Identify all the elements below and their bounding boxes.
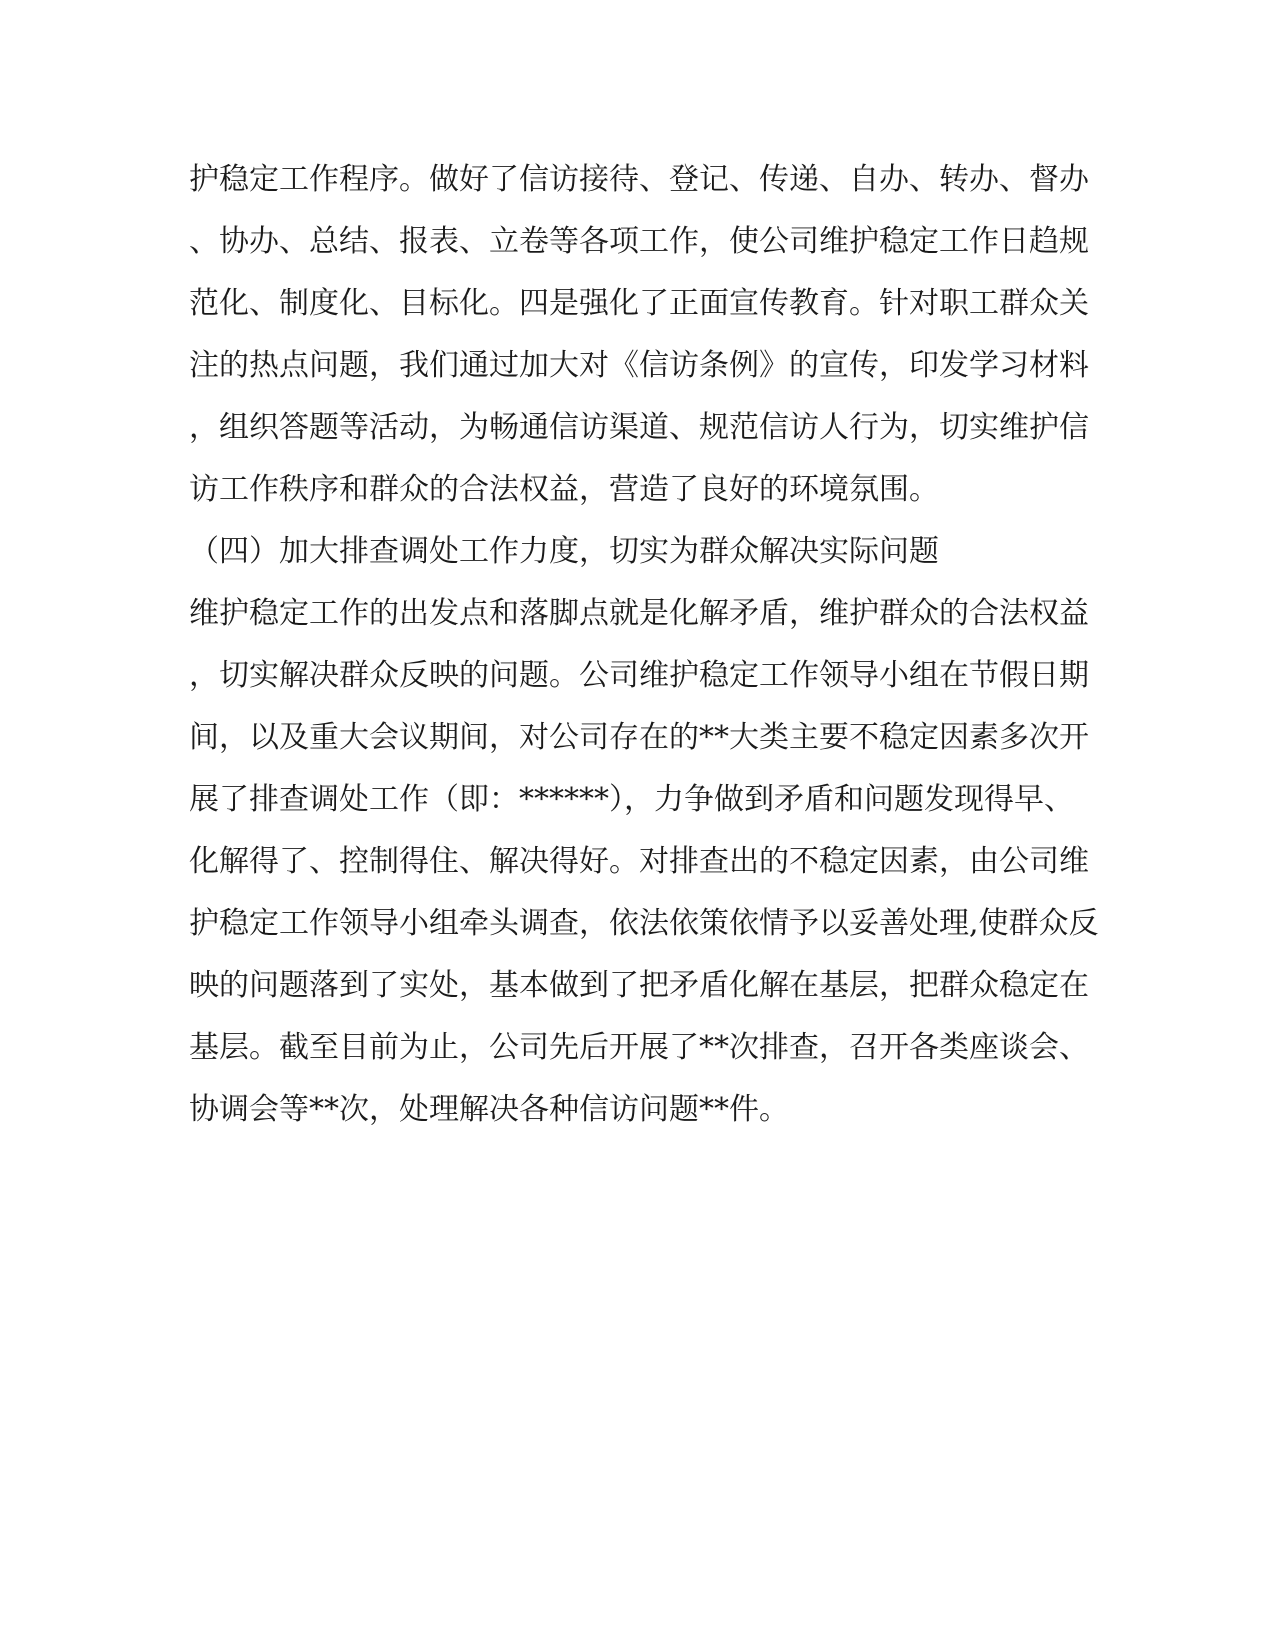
- text-line: 注的热点问题，我们通过加大对《信访条例》的宣传，印发学习材料: [189, 348, 1089, 383]
- text-line: 范化、制度化、目标化。四是强化了正面宣传教育。针对职工群众关: [189, 286, 1089, 321]
- text-line: 化解得了、控制得住、解决得好。对排查出的不稳定因素，由公司维: [189, 844, 1089, 879]
- text-line: 间，以及重大会议期间，对公司存在的**大类主要不稳定因素多次开: [189, 720, 1089, 755]
- text-line: ，切实解决群众反映的问题。公司维护稳定工作领导小组在节假日期: [189, 658, 1089, 693]
- text-line: 协调会等**次，处理解决各种信访问题**件。: [189, 1092, 789, 1127]
- text-line: 维护稳定工作的出发点和落脚点就是化解矛盾，维护群众的合法权益: [189, 596, 1089, 631]
- text-line: 映的问题落到了实处，基本做到了把矛盾化解在基层，把群众稳定在: [189, 968, 1089, 1003]
- section-heading: （四）加大排查调处工作力度，切实为群众解决实际问题: [189, 534, 939, 569]
- text-line: ，组织答题等活动，为畅通信访渠道、规范信访人行为，切实维护信: [189, 410, 1089, 445]
- text-line: 展了排查调处工作（即：******），力争做到矛盾和问题发现得早、: [189, 782, 1074, 817]
- text-line: 基层。截至目前为止，公司先后开展了**次排查，召开各类座谈会、: [189, 1030, 1089, 1065]
- text-line: 访工作秩序和群众的合法权益，营造了良好的环境氛围。: [189, 472, 939, 507]
- text-line: 护稳定工作领导小组牵头调查，依法依策依情予以妥善处理,使群众反: [189, 906, 1099, 941]
- text-line: 、协办、总结、报表、立卷等各项工作，使公司维护稳定工作日趋规: [189, 224, 1089, 259]
- text-line: 护稳定工作程序。做好了信访接待、登记、传递、自办、转办、督办: [189, 162, 1089, 197]
